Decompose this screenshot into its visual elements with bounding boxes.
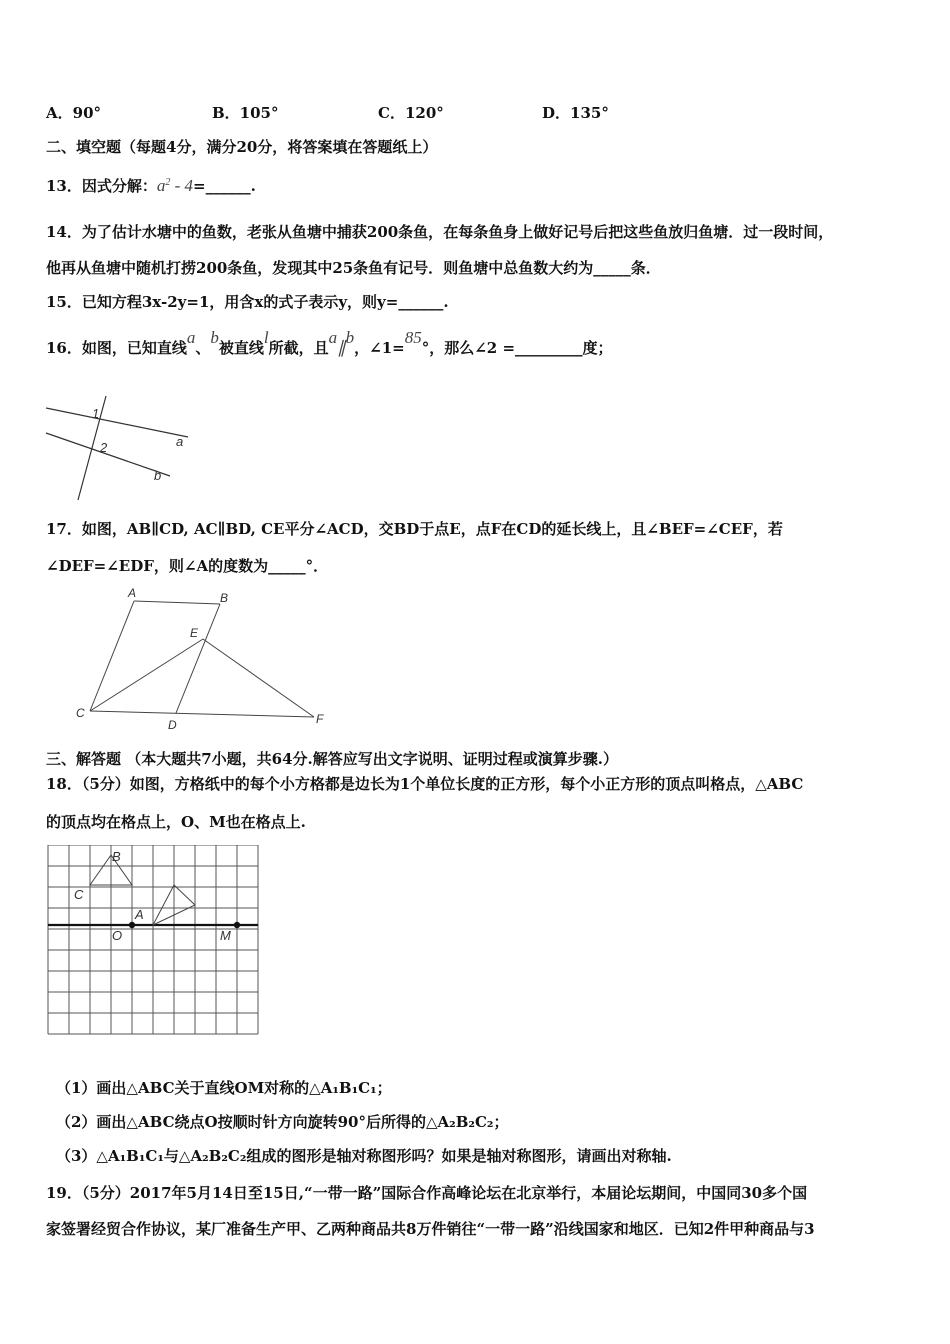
- q13-suffix: =______.: [193, 177, 256, 195]
- question-19-line-2: 家签署经贸合作协议，某厂准备生产甲、乙两种商品共8万件销往“一带一路”沿线国家和地区．已知2件甲种商品与3: [46, 1220, 815, 1238]
- fig16-label-2: 2: [100, 440, 108, 455]
- q16-var-a2: a: [328, 328, 338, 347]
- fig18-label-o: O: [112, 928, 123, 943]
- fig16-line-a: [46, 408, 188, 437]
- fig17-segment-ce: [90, 639, 203, 711]
- q16-parallel: ∥: [337, 338, 346, 357]
- figure-18-grid: [46, 845, 262, 1045]
- q13-expr-sup: 2: [165, 177, 171, 188]
- question-19-line-1: 19．（5分）2017年5月14日至15日,“一带一路”国际合作高峰论坛在北京举行，本届论坛期间，中国同30多个国: [46, 1184, 808, 1202]
- q16-var-b2: b: [345, 328, 355, 347]
- fig16-label-a: a: [176, 434, 184, 449]
- option-c: C．120°: [378, 104, 444, 122]
- fig17-label-a: A: [128, 586, 137, 600]
- fig18-point-o: [129, 922, 135, 928]
- fig17-label-b: B: [220, 591, 229, 605]
- q16-text-1: 16．如图，已知直线: [46, 339, 187, 357]
- question-18-part-1: （1）画出△ABC关于直线OM对称的△A₁B₁C₁；: [56, 1079, 392, 1097]
- fig18-label-m: M: [220, 928, 231, 943]
- q13-expr-rest: - 4: [170, 176, 194, 195]
- figure-17: [70, 585, 340, 735]
- question-18-part-3: （3）△A₁B₁C₁与△A₂B₂C₂组成的图形是轴对称图形吗？如果是轴对称图形，请画出对称轴.: [56, 1147, 672, 1165]
- fig18-label-b: B: [112, 849, 121, 864]
- q16-text-6: °，那么∠2 =_________度；: [421, 339, 613, 357]
- option-b: B．105°: [212, 104, 279, 122]
- question-16: [46, 328, 613, 358]
- q16-text-3: 被直线: [218, 339, 264, 357]
- fig17-label-f: F: [316, 712, 324, 726]
- fig17-segment-cf: [90, 711, 314, 717]
- question-18-line-2: 的顶点均在格点上，O、M也在格点上.: [46, 813, 306, 831]
- fig17-segment-ac: [90, 601, 134, 711]
- q16-text-4: 所截，且: [268, 339, 329, 357]
- q13-prefix: 13．因式分解：: [46, 177, 157, 195]
- figure-16: [40, 380, 200, 505]
- question-13: [46, 173, 256, 196]
- question-14-line-1: 14．为了估计水塘中的鱼数，老张从鱼塘中捕获200条鱼，在每条鱼身上做好记号后把这些鱼放归鱼塘．过一段时间，: [46, 223, 834, 241]
- option-d: D．135°: [542, 104, 609, 122]
- q16-angle-value: 85: [404, 328, 422, 347]
- q16-text-5: ，∠1=: [354, 339, 405, 357]
- fig18-point-m: [234, 922, 240, 928]
- fig16-label-1: 1: [92, 406, 100, 421]
- fig17-label-e: E: [190, 626, 199, 640]
- section-2-title: 二、填空题（每题4分，满分20分，将答案填在答题纸上）: [46, 138, 438, 156]
- question-15: 15．已知方程3x-2y=1，用含x的式子表示y，则y=______.: [46, 293, 449, 311]
- option-a: A．90°: [46, 104, 102, 122]
- q13-expr-a: a: [156, 176, 166, 195]
- fig18-label-a: A: [135, 907, 144, 922]
- question-14-line-2: 他再从鱼塘中随机打捞200条鱼，发现其中25条鱼有记号．则鱼塘中总鱼数大约为_____条．: [46, 259, 661, 277]
- question-17-line-1: 17．如图，AB∥CD, AC∥BD, CE平分∠ACD，交BD于点E，点F在CD的延长线上，且∠BEF=∠CEF，若: [46, 520, 783, 538]
- section-3-title: 三、解答题 （本大题共7小题，共64分.解答应写出文字说明、证明过程或演算步骤.）: [46, 750, 618, 768]
- fig16-label-b: b: [154, 468, 162, 483]
- fig17-label-c: C: [76, 706, 85, 720]
- question-18-part-2: （2）画出△ABC绕点O按顺时针方向旋转90°后所得的△A₂B₂C₂；: [56, 1113, 509, 1131]
- fig16-line-b: [46, 433, 170, 476]
- fig17-label-d: D: [168, 718, 177, 732]
- question-17-line-2: ∠DEF=∠EDF，则∠A的度数为_____°．: [46, 557, 329, 575]
- q16-text-2: 、: [195, 339, 211, 357]
- q16-var-b: b: [210, 328, 219, 347]
- q16-var-a: a: [186, 328, 196, 347]
- fig18-label-c: C: [74, 887, 84, 902]
- fig17-segment-ab: [134, 601, 220, 604]
- question-18-line-1: 18．（5分）如图，方格纸中的每个小方格都是边长为1个单位长度的正方形，每个小正方形的顶点叫格点，△ABC: [46, 775, 804, 793]
- fig17-segment-ef: [203, 639, 314, 717]
- q16-var-l: l: [263, 328, 269, 347]
- fig17-segment-bd: [176, 604, 220, 713]
